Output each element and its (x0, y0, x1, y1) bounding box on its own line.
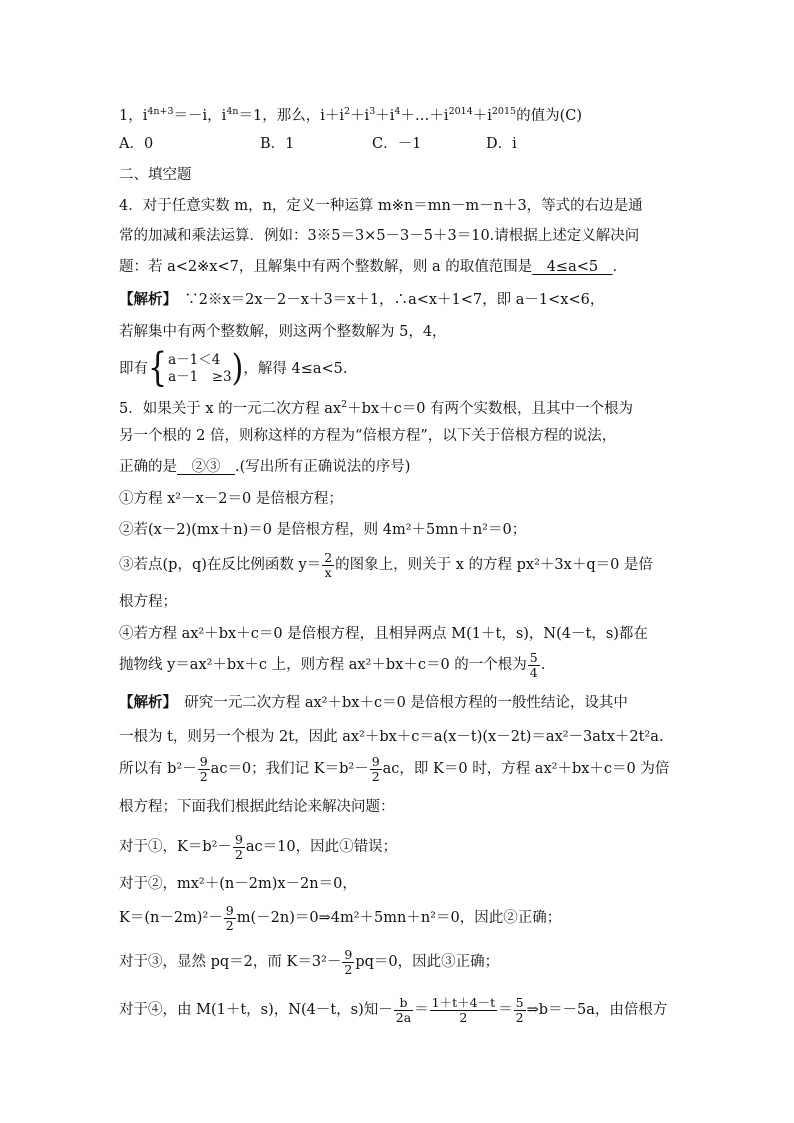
q5-analysis-text: 对于③，显然 pq＝2，而 K＝3²－ (119, 954, 342, 970)
q5-sup: 2 (341, 399, 348, 410)
fraction (514, 996, 526, 1025)
q5-analysis-text: 对于①，K＝b²－ (119, 839, 232, 855)
fraction (430, 996, 497, 1025)
fraction-denominator: 2 (371, 768, 380, 784)
q1-sup: 2 (344, 106, 351, 117)
q1-text: ＋…＋i (400, 108, 449, 124)
q5-option-4-cont (119, 648, 545, 682)
q1-text: ＝－i，i (173, 108, 227, 124)
q1-text: ＝1，那么，i＋i (238, 108, 344, 124)
q1-text: ＋i (375, 108, 395, 124)
q4-line2: 常的加减和乘法运算．例如：3※5＝3×5－3－5＋3＝10.请根据上述定义解决问 (119, 228, 640, 244)
fraction (394, 996, 413, 1025)
fraction-denominator: x (324, 564, 332, 580)
q1-sup: 2015 (491, 106, 517, 117)
q5-analysis-1 (119, 693, 628, 713)
q1-option-b: B．1 (260, 136, 295, 152)
q1-option-a: A．0 (119, 136, 154, 152)
q1-sup: 4n (226, 106, 239, 117)
q5-analysis-text: ac＝10，因此①错误； (245, 839, 398, 855)
q5-text: ③若点(p，q)在反比例函数 y＝ (119, 557, 322, 573)
q5-analysis-text: ac，即 K＝0 时，方程 ax²＋bx＋c＝0 为倍 (382, 761, 670, 777)
q1-stem (119, 102, 582, 126)
q4-analysis-text: 即有 (119, 361, 148, 377)
q1-text: 的值为(C) (516, 108, 582, 124)
fraction-numerator: 9 (371, 753, 380, 769)
q5-analysis-4: 根方程；下面我们根据此结论来解决问题： (119, 799, 395, 815)
fraction-numerator: 5 (515, 994, 524, 1010)
fraction-denominator: 2 (459, 1009, 468, 1025)
fraction (370, 755, 382, 784)
fraction-numerator: 9 (225, 902, 234, 918)
q1-text: ＋i (350, 108, 370, 124)
q5-line1 (119, 395, 633, 419)
q5-option-1: ①方程 x²－x－2＝0 是倍根方程； (119, 491, 343, 507)
left-brace-icon: { (148, 345, 168, 392)
q5-analysis-text: m(－2n)＝0⇒4m²＋5mn＋n²＝0，因此②正确； (236, 910, 562, 926)
fraction-denominator: 2 (234, 846, 243, 862)
q5-text: 5．如果关于 x 的一元二次方程 ax (119, 401, 342, 417)
fraction (198, 755, 210, 784)
q5-text: ＋bx＋c＝0 有两个实数根，且其中一个根为 (347, 401, 634, 417)
q5-option-3-cont: 根方程； (119, 594, 177, 610)
section-title: 二、填空题 (119, 167, 192, 183)
q5-analysis-text: ＝ (498, 1002, 513, 1018)
q4-analysis-1 (119, 290, 604, 310)
fraction (224, 904, 236, 933)
q4-text: ． (612, 259, 628, 275)
q1-sup: 4 (394, 106, 401, 117)
q1-option-d: D．i (486, 136, 517, 152)
q5-analysis-text: ＝ (414, 1002, 429, 1018)
q5-analysis-8 (119, 945, 499, 979)
q1-sup: 3 (369, 106, 376, 117)
q5-line2: 另一个根的 2 倍，则称这样的方程为“倍根方程”，以下关于倍根方程的说法， (119, 428, 617, 444)
fraction (528, 651, 540, 680)
q5-analysis-text: 所以有 b²－ (119, 761, 197, 777)
fraction-numerator: 9 (199, 753, 208, 769)
fraction-numerator: 9 (234, 831, 243, 847)
inequality-system (168, 352, 232, 386)
q5-analysis-text: pq＝0，因此③正确； (355, 954, 500, 970)
fraction-denominator: 2 (225, 917, 234, 933)
q5-option-3 (119, 548, 653, 582)
q4-line1: 4．对于任意实数 m，n，定义一种运算 m※n＝mn－m－n＋3，等式的右边是通 (119, 198, 643, 214)
analysis-label: 【解析】 (119, 694, 170, 711)
fraction (342, 948, 354, 977)
fraction-denominator: 2 (515, 1009, 524, 1025)
analysis-label: 【解析】 (119, 291, 170, 308)
q4-analysis-text: ∵2※x＝2x－2－x＋3＝x＋1，∴a<x＋1<7，即 a－1<x<6， (169, 292, 605, 308)
fraction-numerator: 2 (324, 549, 333, 565)
fraction (233, 833, 245, 862)
q5-text: 正确的是 (119, 459, 177, 475)
q5-analysis-text: 对于④，由 M(1＋t，s)，N(4－t，s)知－ (119, 1002, 393, 1018)
q5-analysis-text: 研究一元二次方程 ax²＋bx＋c＝0 是倍根方程的一般性结论，设其中 (169, 695, 628, 711)
q4-line3 (119, 257, 627, 277)
fraction-denominator: 2a (395, 1009, 412, 1025)
q5-analysis-5 (119, 830, 397, 864)
q5-analysis-text: ⇒b＝－5a，由倍根方 (526, 1002, 668, 1018)
q1-option-c: C．－1 (372, 136, 422, 152)
close-paren-icon: ) (231, 347, 244, 390)
q5-line3 (119, 457, 410, 477)
q5-text: .(写出所有正确说法的序号) (235, 459, 411, 475)
q5-option-4: ④若方程 ax²＋bx＋c＝0 是倍根方程，且相异两点 M(1＋t，s)，N(4－t，s)都在 (119, 626, 648, 642)
q4-answer: 4≤a<5 (532, 259, 613, 275)
q1-text: ＋i (472, 108, 492, 124)
q1-sup: 4n+3 (147, 106, 174, 117)
q4-text: 题：若 a<2※x<7，且解集中有两个整数解，则 a 的取值范围是 (119, 259, 533, 275)
fraction (322, 551, 334, 580)
q5-analysis-text: K＝(n－2m)²－ (119, 910, 223, 926)
q5-analysis-3 (119, 752, 669, 786)
q1-text: 1，i (119, 108, 148, 124)
q5-answer: ②③ (177, 459, 235, 475)
q5-analysis-9 (119, 993, 667, 1027)
fraction-denominator: 2 (199, 768, 208, 784)
q5-text: . (540, 657, 546, 673)
q5-text: 的图象上，则关于 x 的方程 px²＋3x＋q＝0 是倍 (335, 557, 653, 573)
q4-analysis-2: 若解集中有两个整数解，则这两个整数解为 5，4， (119, 324, 447, 340)
inequality-2: a－1 ≥3 (168, 369, 232, 385)
q1-sup: 2014 (448, 106, 473, 117)
q5-analysis-2: 一根为 t，则另一个根为 2t，因此 ax²＋bx＋c＝a(x－t)(x－2t)＝ax²－3atx＋2t²a. (119, 729, 664, 745)
inequality-1: a－1＜4 (168, 352, 221, 368)
fraction-denominator: 4 (529, 664, 538, 680)
q5-text: 抛物线 y＝ax²＋bx＋c 上，则方程 ax²＋bx＋c＝0 的一个根为 (119, 657, 527, 673)
q5-analysis-7 (119, 901, 561, 935)
q4-analysis-3 (119, 345, 348, 392)
q5-analysis-6: 对于②，mx²＋(n－2m)x－2n＝0， (119, 876, 357, 892)
q5-analysis-text: ac＝0；我们记 K＝b²－ (210, 761, 369, 777)
fraction-numerator: 5 (529, 649, 538, 665)
fraction-denominator: 2 (344, 961, 353, 977)
fraction-numerator: 1＋t＋4－t (431, 994, 496, 1010)
fraction-numerator: 9 (344, 946, 353, 962)
q5-option-2: ②若(x－2)(mx＋n)＝0 是倍根方程，则 4m²＋5mn＋n²＝0； (119, 522, 527, 538)
fraction-numerator: b (394, 996, 413, 1011)
q4-analysis-text: ，解得 4≤a<5. (243, 361, 348, 377)
